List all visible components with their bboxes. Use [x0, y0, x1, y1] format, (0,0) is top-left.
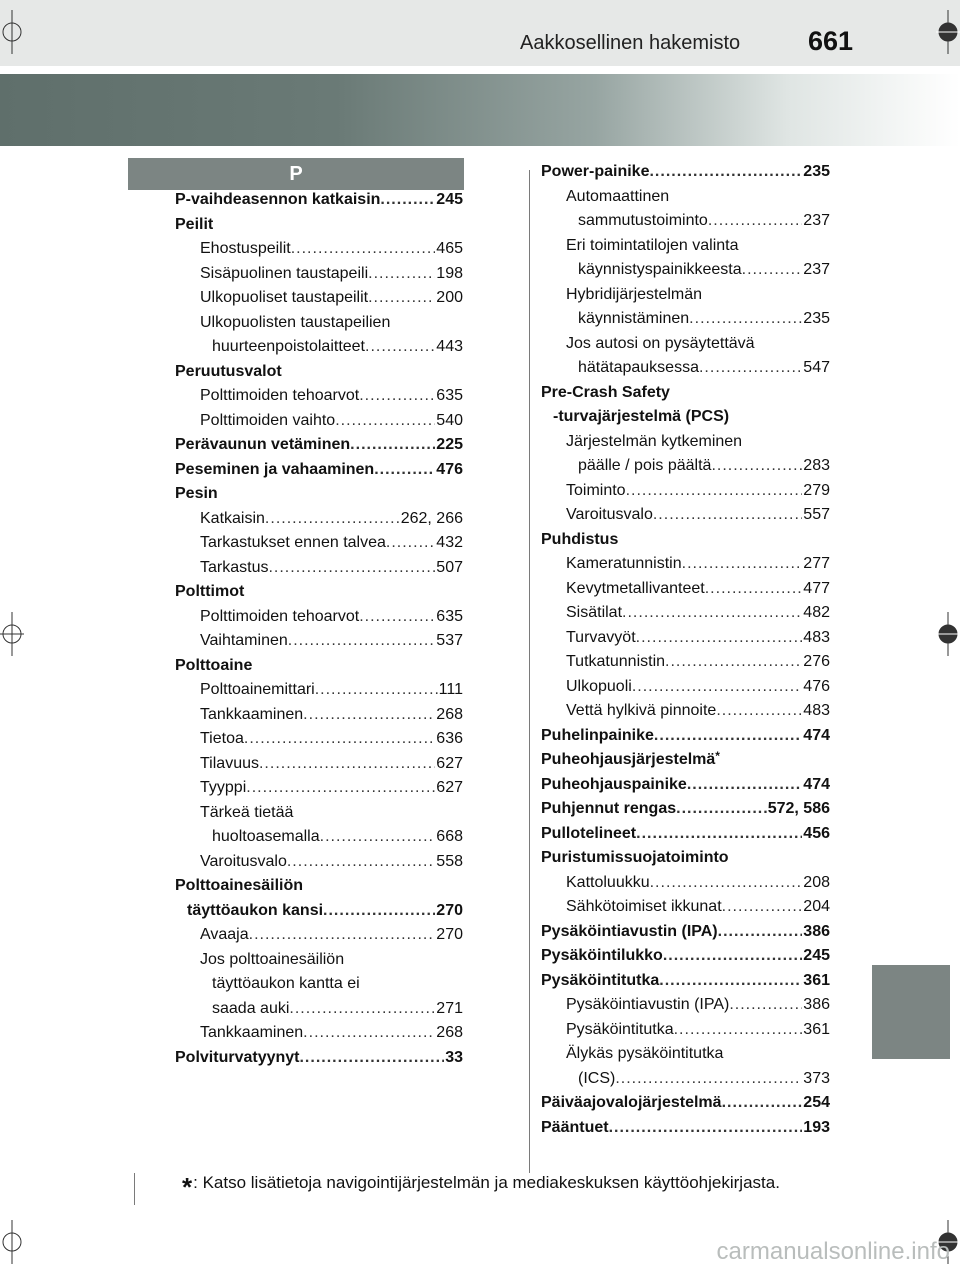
index-entry-page: 483 [803, 628, 830, 646]
index-entry-label: Tankkaaminen [200, 1024, 304, 1041]
footnote-text: : Katso lisätietoja navigointijärjestelmän ja mediakeskuksen käyttöohjekirjasta. [193, 1173, 780, 1192]
index-entry-page: 245 [436, 191, 463, 208]
index-entry-page: 235 [803, 163, 830, 180]
index-entry-page: 540 [436, 411, 463, 429]
index-entry-page: 483 [803, 702, 830, 719]
dot-leader [365, 335, 435, 360]
footer-rule [134, 1173, 135, 1205]
index-entry-label: Polttimoiden tehoarvot [200, 387, 360, 404]
index-entry [541, 503, 830, 528]
dot-leader [386, 531, 435, 556]
index-entry-label: käynnistäminen [578, 310, 690, 327]
index-entry-label: Perävaunun vetäminen [175, 436, 351, 453]
index-entry [541, 381, 830, 406]
index-entry-label: Tarkastus [200, 558, 269, 576]
index-entry [175, 556, 463, 581]
index-entry [175, 360, 463, 385]
index-entry [541, 430, 830, 455]
dot-leader [674, 1018, 803, 1043]
index-entry-page: 482 [803, 604, 830, 621]
index-entry-page: 668 [436, 828, 463, 845]
index-column-right [541, 160, 830, 1140]
dot-leader [359, 605, 435, 630]
decorative-gradient-band [0, 74, 960, 146]
dot-leader [659, 969, 802, 994]
dot-leader [636, 626, 803, 651]
index-entry-label: Tarkastukset ennen talvea [200, 534, 386, 551]
index-entry-page: 507 [436, 558, 463, 576]
index-entry [541, 1091, 830, 1116]
dot-leader [676, 797, 767, 822]
index-entry [541, 258, 830, 283]
index-entry [175, 482, 463, 507]
index-entry [541, 846, 830, 871]
index-entry-label: Polttimot [175, 583, 245, 600]
index-entry [541, 185, 830, 210]
index-entry-label: Jos polttoainesäiliön [200, 950, 345, 968]
dot-leader [335, 409, 435, 434]
section-letter-tab: P [128, 158, 464, 190]
index-entry-page: 225 [436, 436, 463, 453]
index-entry [541, 699, 830, 724]
index-entry [541, 356, 830, 381]
index-entry [175, 433, 463, 458]
dot-leader [722, 895, 803, 920]
index-entry [175, 580, 463, 605]
index-entry-label: Pysäköintiavustin (IPA) [566, 996, 730, 1013]
index-entry-label: Varoitusvalo [200, 852, 287, 870]
index-entry-page: 200 [436, 289, 463, 306]
dot-leader [249, 923, 436, 948]
dot-leader [374, 458, 435, 483]
dot-leader [636, 822, 802, 847]
index-entry [175, 335, 463, 360]
index-entry-label: Jos autosi on pysäytettävä [566, 334, 755, 352]
index-entry-label: Kevytmetallivanteet [566, 579, 705, 597]
dot-leader [729, 993, 802, 1018]
index-entry-page: 474 [803, 726, 830, 744]
dot-leader [682, 552, 803, 577]
index-entry-page: 254 [803, 1094, 830, 1111]
index-entry-page: 477 [803, 579, 830, 597]
index-entry-page: 111 [438, 681, 463, 698]
index-entry-page: 268 [436, 1024, 463, 1041]
dot-leader [665, 650, 802, 675]
index-entry-label: Järjestelmän kytkeminen [566, 432, 743, 450]
index-entry-label: Puheohjausjärjestelmä [541, 751, 716, 768]
index-entry [175, 409, 463, 434]
footnote [182, 1172, 780, 1203]
dot-leader [259, 752, 435, 777]
index-entry [175, 531, 463, 556]
index-entry-label: Peruutusvalot [175, 362, 282, 380]
index-entry-label: Tietoa [200, 730, 244, 747]
index-entry [175, 262, 463, 287]
index-entry-page: 270 [436, 926, 463, 943]
dot-leader [742, 258, 803, 283]
index-entry-label: Polttoaine [175, 656, 253, 674]
index-entry-page: 557 [803, 506, 830, 523]
dot-leader [380, 188, 435, 213]
index-entry-page: 627 [436, 779, 463, 796]
index-entry-page: 268 [436, 705, 463, 723]
dot-leader [626, 479, 803, 504]
index-entry-page: 270 [436, 901, 463, 919]
index-entry [541, 724, 830, 749]
index-entry-label: Pääntuet [541, 1118, 609, 1136]
crop-mark-icon [0, 1220, 24, 1264]
index-entry-page: 373 [803, 1069, 830, 1087]
dot-leader [687, 773, 802, 798]
index-entry-page: 432 [436, 534, 463, 551]
index-entry [541, 209, 830, 234]
index-entry-page: 198 [436, 264, 463, 282]
index-entry-label: Pysäköintiavustin (IPA) [541, 922, 718, 940]
index-entry [175, 384, 463, 409]
index-entry [175, 678, 463, 703]
index-entry-page: 237 [803, 261, 830, 278]
index-entry-label: Peseminen ja vahaaminen [175, 460, 375, 478]
index-entry-label: Vaihtaminen [200, 632, 288, 649]
dot-leader [615, 1067, 802, 1092]
index-entry-label: Tutkatunnistin [566, 653, 666, 670]
index-entry-label: P-vaihdeasennon katkaisin [175, 191, 381, 208]
dot-leader [368, 286, 435, 311]
dot-leader [368, 262, 435, 287]
index-entry [175, 1021, 463, 1046]
index-entry [541, 307, 830, 332]
index-entry [541, 822, 830, 847]
index-entry-label: Ulkopuoliset taustapeilit [200, 289, 369, 306]
index-entry [175, 899, 463, 924]
index-entry-page: 627 [436, 754, 463, 772]
page-header-title: Aakkosellinen hakemisto [520, 32, 741, 54]
index-entry-page: 276 [803, 653, 830, 670]
index-entry-page: 537 [436, 632, 463, 649]
index-entry [175, 874, 463, 899]
index-entry-label: Sähkötoimiset ikkunat [566, 898, 722, 915]
index-column-left [175, 188, 463, 1070]
dot-leader [716, 699, 802, 724]
index-entry-label: Polttimoiden tehoarvot [200, 607, 360, 625]
dot-leader [320, 825, 436, 850]
dot-leader [708, 209, 802, 234]
index-entry-label: Peilit [175, 215, 214, 233]
index-entry-label: -turvajärjestelmä (PCS) [553, 408, 730, 425]
index-entry [175, 727, 463, 752]
index-entry [541, 626, 830, 651]
index-entry [541, 944, 830, 969]
index-entry-label: päälle / pois päältä [578, 457, 712, 474]
index-entry [175, 752, 463, 777]
index-entry-label: Sisäpuolinen taustapeili [200, 264, 369, 282]
dot-leader [718, 920, 803, 945]
index-entry-label: Katkaisin [200, 509, 265, 527]
index-entry-label: Kameratunnistin [566, 555, 682, 572]
index-entry-label: Power-painike [541, 163, 650, 180]
index-entry [541, 552, 830, 577]
column-divider [529, 170, 530, 1173]
index-entry [541, 797, 830, 822]
index-entry-label: Puhdistus [541, 530, 619, 548]
index-entry-page: 204 [803, 898, 830, 915]
index-entry [541, 773, 830, 798]
index-entry [541, 675, 830, 700]
index-entry-label: Puheohjauspainike [541, 775, 687, 793]
index-entry [541, 1067, 830, 1092]
dot-leader [287, 850, 435, 875]
index-entry [175, 311, 463, 336]
index-entry [175, 213, 463, 238]
index-entry [175, 286, 463, 311]
dot-leader [711, 454, 802, 479]
crop-mark-icon [936, 10, 960, 54]
index-entry-page: 361 [803, 971, 830, 989]
index-entry [541, 234, 830, 259]
dot-leader [632, 675, 802, 700]
index-entry [541, 332, 830, 357]
index-entry-page: 277 [803, 555, 830, 572]
dot-leader [649, 160, 802, 185]
index-entry-label: sammutustoiminto [578, 212, 708, 229]
index-entry-label: Pysäköintilukko [541, 947, 663, 964]
dot-leader [246, 776, 435, 801]
index-entry [175, 923, 463, 948]
index-entry-label: Tärkeä tietää [200, 803, 294, 821]
dot-leader [268, 556, 435, 581]
dot-leader [315, 678, 438, 703]
index-entry-label: Vettä hylkivä pinnoite [566, 702, 717, 719]
index-entry-label: Eri toimintatilojen valinta [566, 236, 739, 254]
index-entry-label: Pesin [175, 485, 218, 502]
dot-leader [650, 871, 803, 896]
dot-leader [265, 507, 400, 532]
index-entry [541, 895, 830, 920]
index-entry-label: Pre-Crash Safety [541, 383, 670, 401]
dot-leader [722, 1091, 803, 1116]
index-entry [541, 1116, 830, 1141]
index-entry [541, 969, 830, 994]
index-entry [175, 237, 463, 262]
index-entry [541, 650, 830, 675]
index-entry-label: Polttoainemittari [200, 681, 315, 698]
index-entry [541, 871, 830, 896]
index-entry [175, 458, 463, 483]
index-entry-page: 547 [803, 359, 830, 376]
watermark: carmanualsonline.info [716, 1238, 950, 1265]
index-entry [175, 507, 463, 532]
index-entry [175, 825, 463, 850]
index-entry-label: hätätapauksessa [578, 359, 699, 376]
dot-leader [244, 727, 435, 752]
index-entry-page: 443 [436, 338, 463, 355]
index-entry-page: 635 [436, 387, 463, 404]
index-entry-label: Puhelinpainike [541, 726, 654, 744]
index-entry-page: 465 [436, 240, 463, 257]
index-entry [541, 479, 830, 504]
index-entry [541, 528, 830, 553]
index-entry-page: 474 [803, 775, 830, 793]
index-entry [541, 1042, 830, 1067]
index-entry-label: saada auki [212, 999, 290, 1017]
index-entry-label: Automaattinen [566, 187, 670, 205]
index-entry-page: 476 [436, 460, 463, 478]
index-entry [175, 850, 463, 875]
dot-leader [291, 237, 436, 262]
dot-leader [289, 997, 435, 1022]
index-entry [175, 972, 463, 997]
index-entry-label: Ulkopuoli [566, 677, 632, 695]
index-entry-label: täyttöaukon kansi [187, 901, 324, 919]
index-entry-label: Puhjennut rengas [541, 800, 677, 817]
index-entry-label: Sisätilat [566, 604, 623, 621]
index-entry-label: Polttimoiden vaihto [200, 411, 336, 429]
index-entry [541, 920, 830, 945]
dot-leader [323, 899, 435, 924]
index-entry-label: Älykäs pysäköintitutka [566, 1045, 724, 1062]
index-entry [541, 283, 830, 308]
index-entry [175, 948, 463, 973]
index-entry-page: 361 [803, 1020, 830, 1038]
index-entry-label: (ICS) [578, 1069, 616, 1087]
index-entry-label: Pysäköintitutka [541, 971, 660, 989]
index-entry-label: Hybridijärjestelmän [566, 285, 703, 303]
index-entry [175, 997, 463, 1022]
index-entry [175, 605, 463, 630]
index-entry-page: 245 [803, 947, 830, 964]
index-entry-page: 572, 586 [767, 800, 830, 817]
index-entry-page: 456 [803, 824, 830, 842]
dot-leader [705, 577, 803, 602]
index-entry [541, 405, 830, 430]
index-entry-page: 271 [436, 999, 463, 1017]
index-entry-page: 208 [803, 873, 830, 891]
index-entry [541, 1018, 830, 1043]
index-entry [541, 454, 830, 479]
index-entry [175, 776, 463, 801]
index-entry-label: Polttoainesäiliön [175, 877, 304, 894]
index-entry-page: 283 [803, 457, 830, 474]
index-entry [541, 993, 830, 1018]
index-entry-page: 558 [436, 852, 463, 870]
dot-leader [359, 384, 435, 409]
index-entry-label: Toiminto [566, 481, 626, 499]
index-entry [541, 748, 830, 773]
index-entry [541, 577, 830, 602]
crop-mark-icon [0, 612, 24, 656]
index-entry-label: Tyyppi [200, 779, 247, 796]
index-entry-page: 636 [436, 730, 463, 747]
index-entry-page: 237 [803, 212, 830, 229]
index-entry [175, 188, 463, 213]
index-entry [175, 1046, 463, 1071]
index-entry-label: Päiväajovalojärjestelmä [541, 1094, 722, 1111]
index-entry [175, 703, 463, 728]
index-entry-page: 635 [436, 607, 463, 625]
index-entry-label: Turvavyöt [566, 628, 636, 646]
dot-leader [689, 307, 802, 332]
dot-leader [699, 356, 802, 381]
footnote-marker: * [715, 749, 720, 763]
index-entry-page: 386 [803, 996, 830, 1013]
index-entry [541, 160, 830, 185]
index-entry-label: täyttöaukon kantta ei [212, 975, 360, 992]
index-entry-label: Pullotelineet [541, 824, 637, 842]
index-entry-label: Avaaja [200, 926, 249, 943]
index-entry-page: 33 [445, 1048, 463, 1066]
index-entry [541, 601, 830, 626]
chapter-thumb-tab [872, 965, 950, 1059]
index-entry [175, 654, 463, 679]
dot-leader [288, 629, 436, 654]
index-entry-page: 235 [803, 310, 830, 327]
dot-leader [609, 1116, 803, 1141]
dot-leader [350, 433, 435, 458]
index-entry-label: Ulkopuolisten taustapeilien [200, 313, 391, 331]
index-entry-label: Ehostuspeilit [200, 240, 291, 257]
crop-mark-icon [936, 612, 960, 656]
dot-leader [663, 944, 802, 969]
index-entry-label: huoltoasemalla [212, 828, 320, 845]
index-entry-label: Tankkaaminen [200, 705, 304, 723]
index-entry [175, 629, 463, 654]
index-entry [175, 801, 463, 826]
dot-leader [303, 703, 435, 728]
index-entry-page: 262, 266 [400, 509, 463, 527]
index-entry-label: Polviturvatyynyt [175, 1048, 300, 1066]
index-entry-page: 279 [803, 481, 830, 499]
crop-mark-icon [0, 10, 24, 54]
index-entry-label: Kattoluukku [566, 873, 650, 891]
index-entry-label: Tilavuus [200, 754, 259, 772]
dot-leader [653, 503, 802, 528]
index-entry-page: 386 [803, 922, 830, 940]
dot-leader [654, 724, 802, 749]
index-entry-page: 193 [803, 1118, 830, 1136]
dot-leader [303, 1021, 435, 1046]
index-entry-label: Pysäköintitutka [566, 1020, 674, 1038]
index-entry-label: käynnistyspainikkeesta [578, 261, 742, 278]
index-entry-page: 476 [803, 677, 830, 695]
index-entry-label: huurteenpoistolaitteet [212, 338, 365, 355]
index-entry-label: Puristumissuojatoiminto [541, 849, 729, 866]
page-number: 661 [808, 26, 854, 56]
footnote-star: * [182, 1172, 193, 1202]
dot-leader [299, 1046, 444, 1071]
index-entry-label: Varoitusvalo [566, 506, 653, 523]
dot-leader [622, 601, 802, 626]
